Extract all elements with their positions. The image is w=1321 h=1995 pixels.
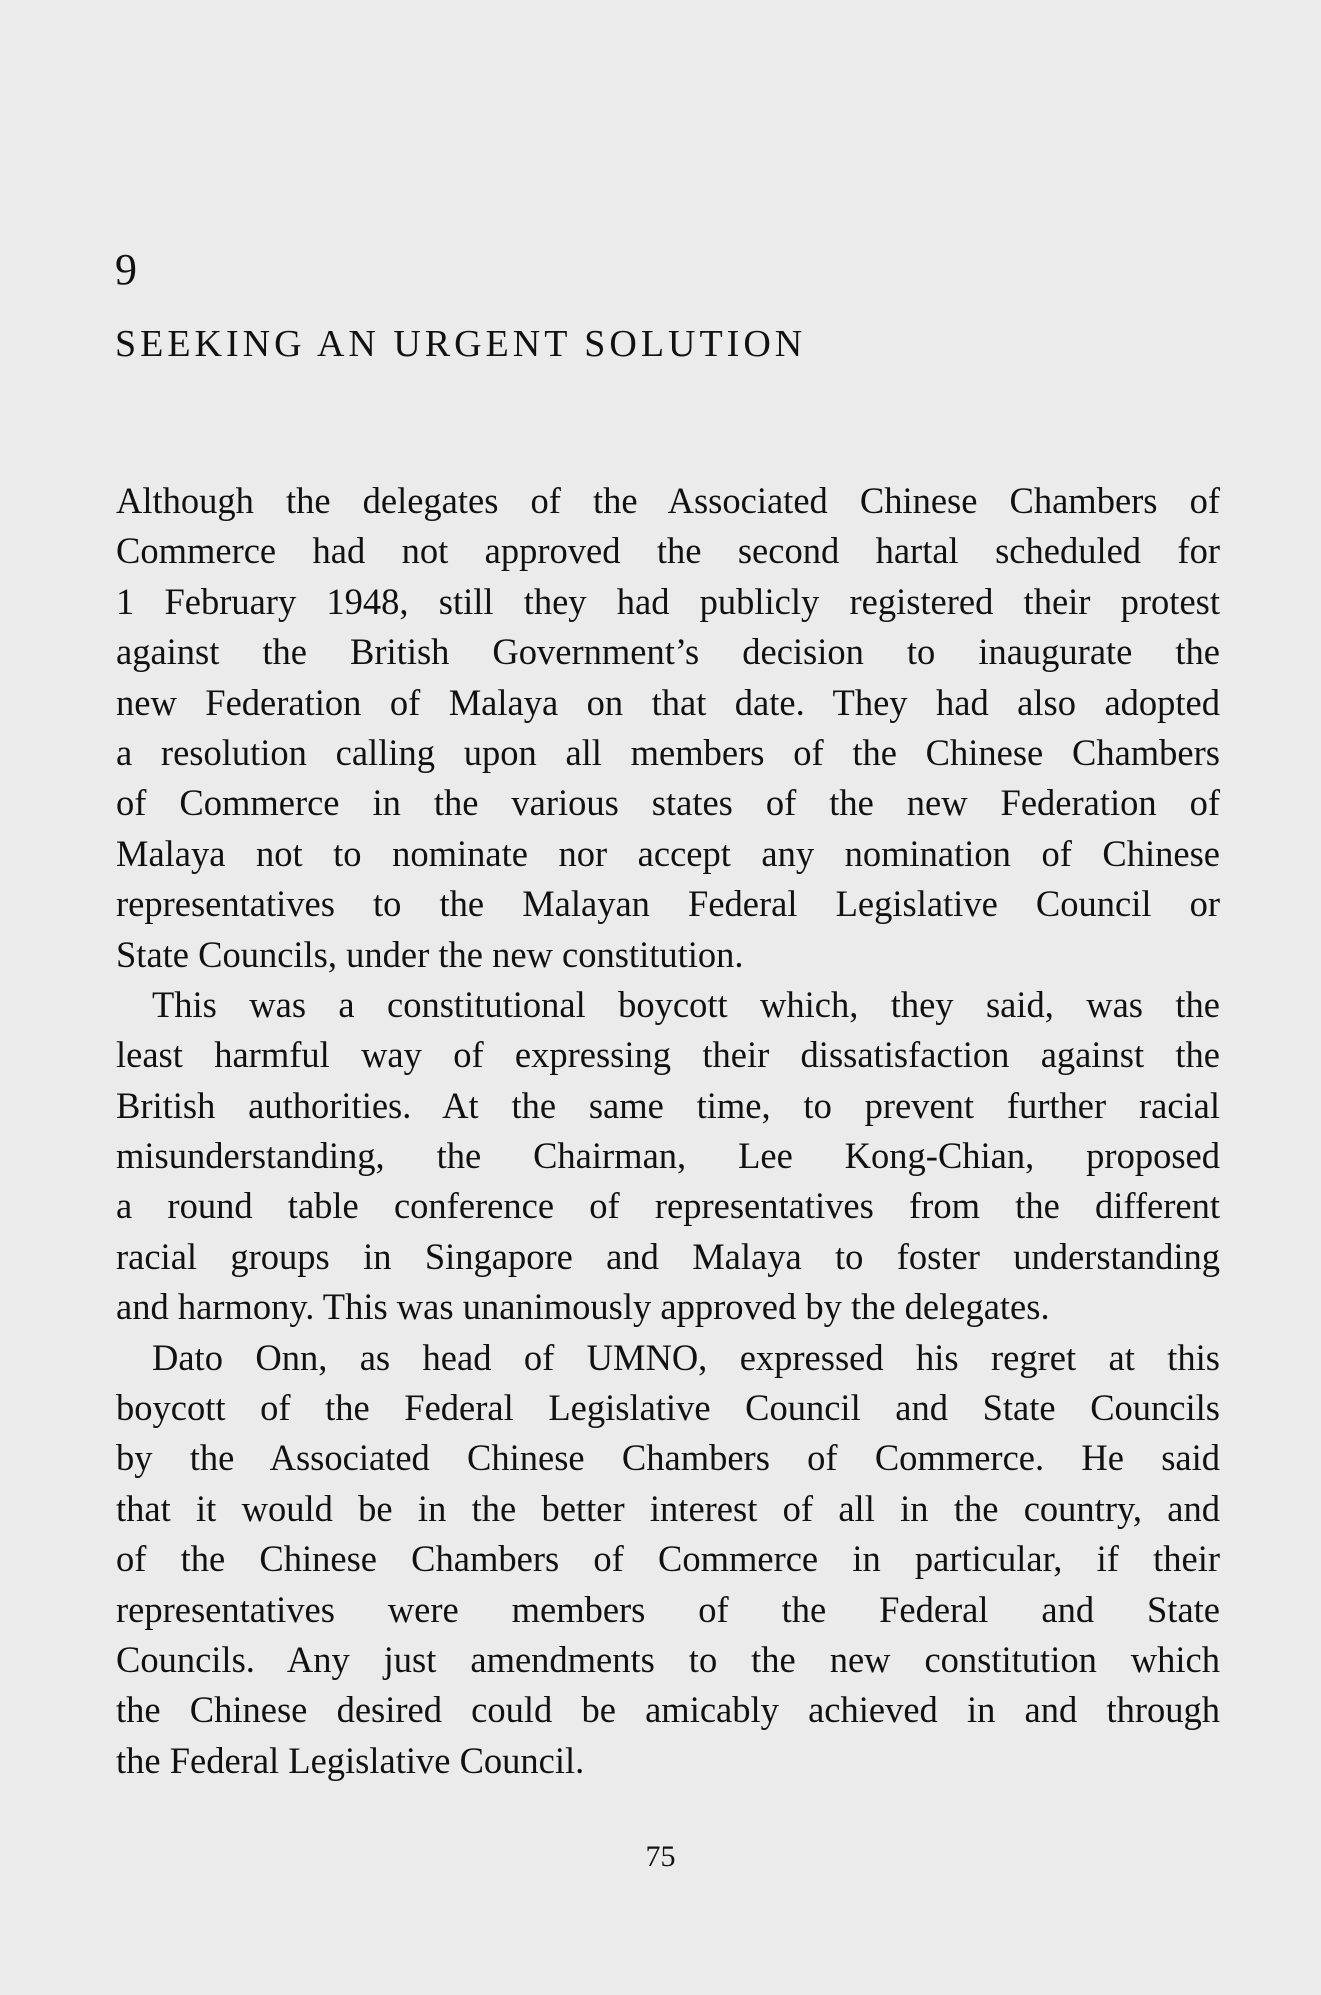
body-text [116,476,1220,1786]
chapter-number: 9 [115,245,137,294]
text-line: against the British Government’s decision to inaugurate the [116,631,1220,673]
text-line: Councils. Any just amendments to the new constitution which [116,1638,1220,1680]
text-line: by the Associated Chinese Chambers of Commerce. He said [116,1437,1220,1479]
paragraph [116,1333,1220,1787]
text-line: new Federation of Malaya on that date. They had also adopted [116,681,1220,723]
text-line: Dato Onn, as head of UMNO, expressed his regret at this [152,1336,1220,1378]
text-line: representatives were members of the Federal and State [116,1588,1220,1630]
text-line: of the Chinese Chambers of Commerce in particular, if their [116,1538,1220,1580]
text-line: Malaya not to nominate nor accept any nomination of Chinese [116,832,1220,874]
text-line: Although the delegates of the Associated Chinese Chambers of [116,480,1220,521]
text-line: the Federal Legislative Council. [116,1739,585,1781]
text-line: representatives to the Malayan Federal Legislative Council or [116,883,1220,925]
text-line: British authorities. At the same time, to prevent further racial [116,1084,1220,1126]
text-line: boycott of the Federal Legislative Council and State Councils [116,1387,1220,1429]
paragraph [116,476,1220,980]
page-number: 75 [645,1840,676,1873]
text-line: Commerce had not approved the second hartal scheduled for [116,530,1220,572]
text-line: racial groups in Singapore and Malaya to foster understanding [116,1235,1220,1277]
text-line: This was a constitutional boycott which, they said, was the [152,983,1220,1025]
text-line: State Councils, under the new constitution. [116,933,744,975]
text-line: that it would be in the better interest of all in the country, and [116,1487,1220,1529]
text-line: 1 February 1948, still they had publicly registered their protest [116,580,1220,622]
text-line: least harmful way of expressing their dissatisfaction against the [116,1034,1220,1076]
text-line: and harmony. This was unanimously approved by the delegates. [116,1286,1050,1328]
text-line: of Commerce in the various states of the new Federation of [116,782,1220,824]
text-line: misunderstanding, the Chairman, Lee Kong-Chian, proposed [116,1135,1220,1177]
text-line: a resolution calling upon all members of the Chinese Chambers [116,731,1220,773]
text-line: the Chinese desired could be amicably achieved in and through [116,1689,1220,1731]
text-line: a round table conference of representatives from the different [116,1185,1220,1227]
paragraph [116,980,1220,1333]
chapter-title: SEEKING AN URGENT SOLUTION [115,323,807,365]
